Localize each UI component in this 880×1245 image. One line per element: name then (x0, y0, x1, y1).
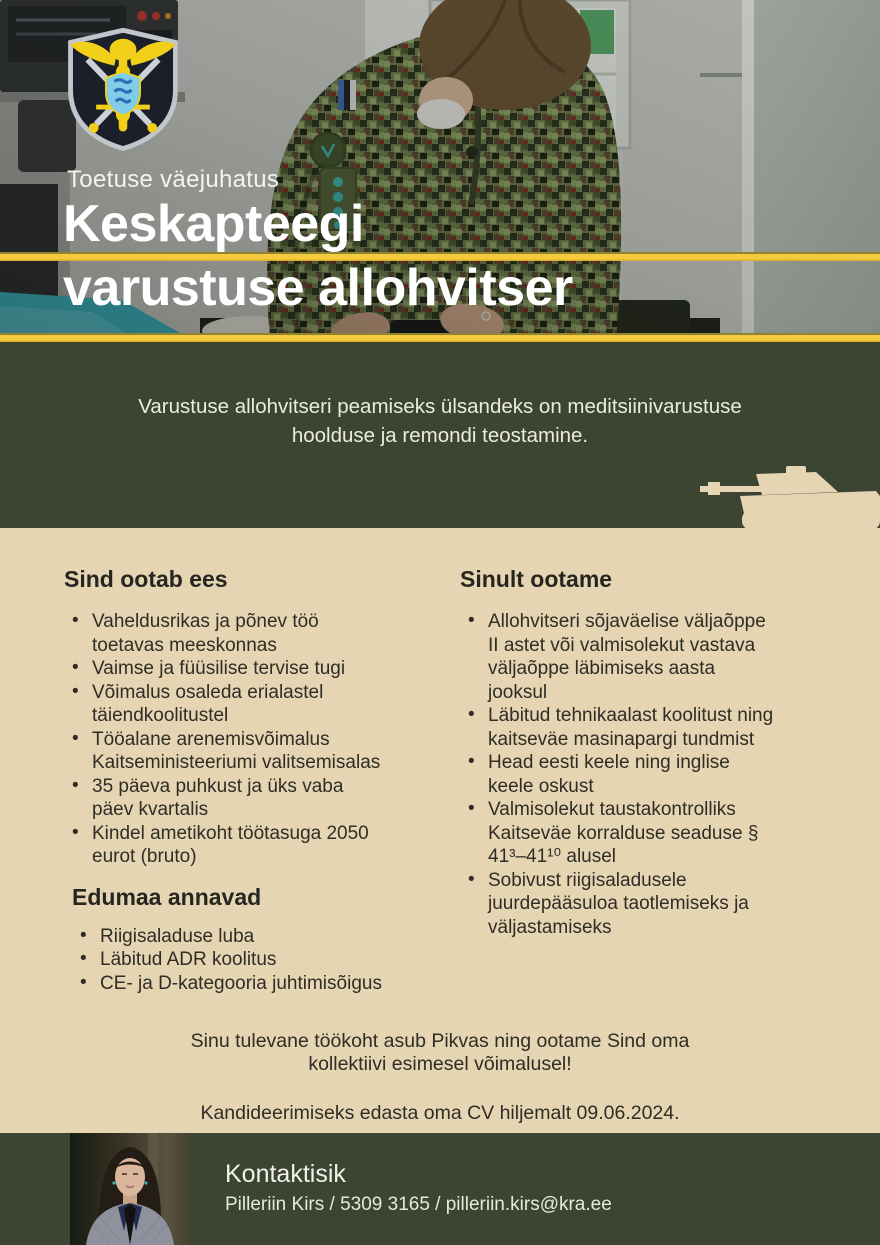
list-item: • Läbitud ADR koolitus (100, 948, 384, 972)
closing-deadline-text: Kandideerimiseks edasta oma CV hiljemalt 09.06.2024. (200, 1102, 680, 1124)
expectations-heading: Sinult ootame (460, 566, 613, 592)
section-expectations (460, 566, 776, 939)
support-command-emblem-icon (62, 26, 184, 154)
list-item: • Riigisaladuse luba (100, 925, 384, 949)
offers-heading: Sind ootab ees (64, 566, 228, 592)
unit-name: Toetuse väejuhatus (67, 166, 280, 193)
list-item: • Allohvitseri sõjaväelise väljaõppe II astet või valmisolekut vastava väljaõppe läbimiseks aasta jooksul (488, 610, 776, 704)
expectations-list (460, 610, 776, 939)
accent-stripe-bottom (0, 333, 880, 342)
contact-photo (70, 1133, 190, 1245)
closing-block (0, 1022, 880, 1125)
list-item: • Kindel ametikoht töötasuga 2050 eurot (bruto) (92, 822, 384, 869)
section-offers (64, 566, 384, 995)
list-item: • Läbitud tehnikaalast koolitust ning kaitseväe masinapargi tundmist (488, 704, 776, 751)
section-advantages (72, 884, 384, 996)
offers-list (64, 610, 384, 869)
list-item: • Valmisolekut taustakontrolliks Kaitseväe korralduse seaduse § 41³–41¹⁰ alusel (488, 798, 776, 869)
contact-heading: Kontaktisik (225, 1160, 346, 1188)
list-item: • Head eesti keele ning inglise keele oskust (488, 751, 776, 798)
page-title-line2: varustuse allohvitser (63, 259, 573, 317)
advantages-list (72, 925, 384, 996)
list-item: • Võimalus osaleda erialastel täiendkoolitustel (92, 681, 384, 728)
advantages-heading: Edumaa annavad (72, 883, 262, 910)
list-item: • CE- ja D-kategooria juhtimisõigus (100, 972, 384, 996)
list-item: • 35 päeva puhkust ja üks vaba päev kvartalis (92, 775, 384, 822)
footer (0, 1133, 880, 1245)
list-item: • Vaimse ja füüsilise tervise tugi (92, 657, 384, 681)
list-item: • Sobivust riigisaladusele juurdepääsuloa taotlemiseks ja väljastamiseks (488, 869, 776, 940)
list-item: • Vaheldusrikas ja põnev töö toetavas meeskonnas (92, 610, 384, 657)
tank-silhouette-icon (698, 466, 880, 532)
closing-location-text: Sinu tulevane töökoht asub Pikvas ning ootame Sind oma kollektiivi esimesel võimalusel! (190, 1030, 690, 1075)
page-title-line1: Keskapteegi (63, 195, 364, 253)
contact-details: Pilleriin Kirs / 5309 3165 / pilleriin.kirs@kra.ee (225, 1194, 612, 1215)
list-item: • Tööalane arenemisvõimalus Kaitseministeeriumi valitsemisalas (92, 728, 384, 775)
intro-text: Varustuse allohvitseri peamiseks ülsandeks on meditsiinivarustuse hoolduse ja remondi teostamine. (138, 395, 742, 447)
